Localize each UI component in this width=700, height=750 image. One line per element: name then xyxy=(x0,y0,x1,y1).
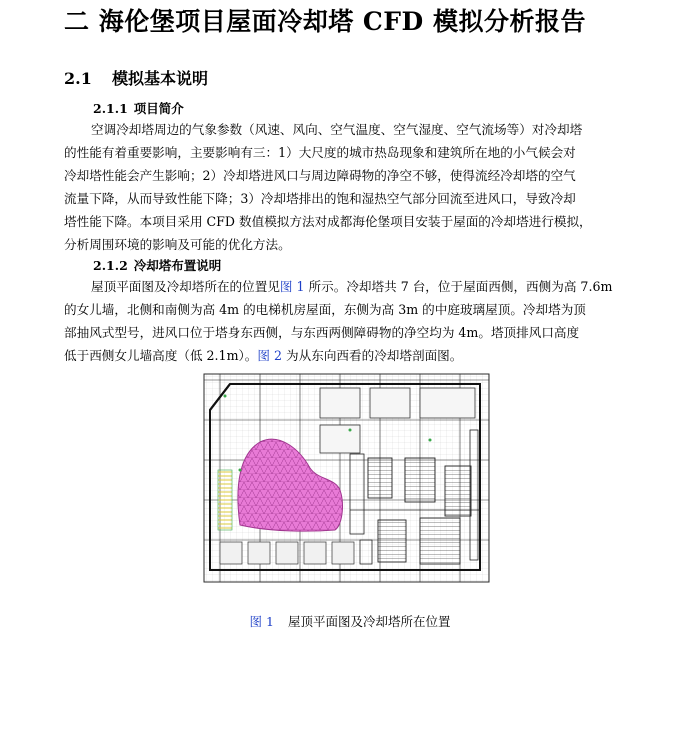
subsection-title-2: 冷却塔布置说明 xyxy=(133,258,222,273)
subsection-number-1: 2.1.1 xyxy=(93,101,128,116)
para2-line-3: 部抽风式型号，进风口位于塔身东西侧，与东西两侧障碍物的净空均为 4m。塔顶排风口高度 xyxy=(64,325,580,340)
paragraph-tower-layout xyxy=(64,275,640,367)
para1-line: 分析周围环境的影响及可能的优化方法。 xyxy=(64,237,291,252)
subsection-heading-1 xyxy=(93,99,184,117)
para1-line: 塔性能下降。本项目采用 CFD 数值模拟方法对成都海伦堡项目安装于屋面的冷却塔进行模拟， xyxy=(64,214,592,229)
figure-1-link[interactable]: 图 1 xyxy=(279,279,305,294)
para1-line: 空调冷却塔周边的气象参数（风速、风向、空气温度、空气湿度、空气流场等）对冷却塔 xyxy=(91,122,583,137)
subsection-number-2: 2.1.2 xyxy=(93,258,128,273)
para2-line-4: 低于西侧女儿墙高度（低 2.1m）。图 2 为从东向西看的冷却塔剖面图。 xyxy=(64,348,463,363)
para1-line: 流量下降，从而导致性能下降；3）冷却塔排出的饱和湿热空气部分回流至进风口，导致冷却 xyxy=(64,191,576,206)
figure-caption-text: 屋顶平面图及冷却塔所在位置 xyxy=(287,614,451,629)
figure-number: 图 1 xyxy=(249,614,274,629)
roof-plan-drawing xyxy=(200,370,493,586)
figure-caption xyxy=(0,612,700,630)
paragraph-project-intro xyxy=(64,118,640,256)
para2-line-1: 屋顶平面图及冷却塔所在的位置见图 1 所示。冷却塔共 7 台，位于屋面西侧，西侧为高 7.6m xyxy=(91,279,613,294)
figure-2-link[interactable]: 图 2 xyxy=(257,348,283,363)
document-title: 二 海伦堡项目屋面冷却塔 CFD 模拟分析报告 xyxy=(64,7,586,36)
para2-line-2: 的女儿墙，北侧和南侧为高 4m 的电梯机房屋面，东侧为高 3m 的中庭玻璃屋顶。冷却塔为顶 xyxy=(64,302,586,317)
section-heading xyxy=(64,66,208,89)
section-title: 模拟基本说明 xyxy=(112,69,209,88)
para1-line: 冷却塔性能会产生影响；2）冷却塔进风口与周边障碍物的净空不够，使得流经冷却塔的空气 xyxy=(64,168,576,183)
section-number: 2.1 xyxy=(64,69,92,88)
para1-line: 的性能有着重要影响，主要影响有三：1）大尺度的城市热岛现象和建筑所在地的小气候会对 xyxy=(64,145,576,160)
subsection-heading-2 xyxy=(93,256,221,274)
subsection-title-1: 项目简介 xyxy=(133,101,184,116)
